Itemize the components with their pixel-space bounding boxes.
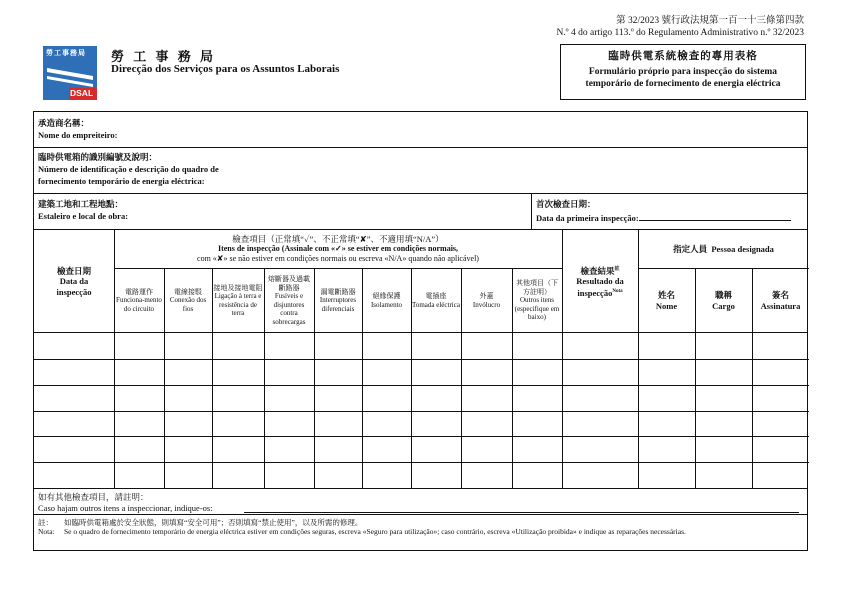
table-cell[interactable] bbox=[314, 463, 362, 489]
header-item-5 bbox=[314, 268, 362, 333]
header-item-zh: 電插座 bbox=[425, 292, 447, 300]
table-cell[interactable] bbox=[411, 412, 461, 438]
header-item-pt: Isolamento bbox=[370, 300, 403, 309]
table-cell[interactable] bbox=[562, 360, 638, 386]
table-cell[interactable] bbox=[114, 463, 164, 489]
table-header bbox=[34, 230, 807, 333]
table-cell[interactable] bbox=[34, 386, 114, 412]
table-cell[interactable] bbox=[512, 412, 562, 438]
table-cell[interactable] bbox=[212, 360, 264, 386]
contractor-label-zh: 承造商名稱： bbox=[38, 118, 90, 128]
header-person-pt: Cargo bbox=[712, 300, 735, 311]
table-cell[interactable] bbox=[461, 463, 512, 489]
header-item-3 bbox=[212, 268, 264, 333]
table-cell[interactable] bbox=[512, 437, 562, 463]
table-cell[interactable] bbox=[164, 333, 212, 359]
first-date-label-pt: Data da primeira inspecção: bbox=[536, 213, 639, 223]
header-item-zh: 接地及接地電阻 bbox=[213, 283, 263, 292]
table-cell[interactable] bbox=[164, 412, 212, 438]
table-cell[interactable] bbox=[411, 333, 461, 359]
table-cell[interactable] bbox=[461, 360, 512, 386]
table-cell[interactable] bbox=[562, 412, 638, 438]
table-cell[interactable] bbox=[314, 437, 362, 463]
table-cell[interactable] bbox=[512, 360, 562, 386]
panel-label-zh: 臨時供電箱的識別編號及說明： bbox=[38, 152, 158, 162]
table-cell[interactable] bbox=[212, 386, 264, 412]
header-item-1 bbox=[114, 268, 164, 333]
note-label-pt: Nota: bbox=[38, 527, 55, 536]
form-title-pt-2: temporário de fornecimento de energia eléctrica bbox=[585, 79, 781, 89]
table-cell[interactable] bbox=[362, 437, 411, 463]
header-result-pt-2: inspecção$^{Nota}$ bbox=[577, 287, 623, 298]
table-cell[interactable] bbox=[164, 437, 212, 463]
site-label-pt: Estaleiro e local de obra: bbox=[38, 211, 129, 221]
note-text-pt: Se o quadro de fornecimento temporário de energia eléctrica estiver em condições seguras, escreva «Seguro para utilização»; caso contrário, escreva «Utilização proibida» e indique as reparações necessárias. bbox=[64, 527, 686, 536]
table-cell[interactable] bbox=[695, 386, 752, 412]
table-cell[interactable] bbox=[752, 463, 809, 489]
header-item-zh: 熔斷器及過載斷路器 bbox=[268, 275, 310, 292]
header-item-2 bbox=[164, 268, 212, 333]
footnote bbox=[38, 518, 798, 536]
header-person-1 bbox=[638, 268, 695, 333]
header-item-zh: 其他項目（下方註明） bbox=[516, 279, 558, 296]
table-cell[interactable] bbox=[461, 412, 512, 438]
table-cell[interactable] bbox=[752, 386, 809, 412]
table-row bbox=[34, 359, 809, 386]
header-item-9 bbox=[512, 268, 562, 333]
first-date-field[interactable] bbox=[536, 211, 791, 224]
header-result-pt-1: Resultado da bbox=[576, 276, 624, 287]
table-cell[interactable] bbox=[362, 463, 411, 489]
other-items-pt: Caso hajam outros itens a inspeccionar, indique-os: bbox=[38, 503, 213, 513]
org-name-pt: Direcção dos Serviços para os Assuntos Laborais bbox=[111, 63, 340, 75]
contractor-label-pt: Nome do empreiteiro: bbox=[38, 130, 118, 140]
table-cell[interactable] bbox=[512, 463, 562, 489]
header-item-pt: Ligação à terra e resistência de terra bbox=[214, 292, 262, 317]
table-cell[interactable] bbox=[461, 437, 512, 463]
header-result bbox=[562, 230, 638, 333]
table-cell[interactable] bbox=[638, 437, 695, 463]
header-item-4 bbox=[264, 268, 314, 333]
first-date-input[interactable] bbox=[639, 211, 791, 221]
header-person-zh: 職稱 bbox=[714, 290, 732, 300]
table-cell[interactable] bbox=[264, 360, 314, 386]
table-cell[interactable] bbox=[264, 412, 314, 438]
header-person-zh: 簽名 bbox=[771, 290, 789, 300]
table-cell[interactable] bbox=[114, 437, 164, 463]
header-items-group bbox=[114, 230, 562, 268]
table-cell[interactable] bbox=[314, 386, 362, 412]
header-items-pt-1: Itens de inspecção (Assinale com «✓» se estiver em condições normais, bbox=[217, 244, 459, 254]
other-items-zh: 如有其他檢查項目，請註明： bbox=[38, 492, 149, 502]
note-text-zh: 如臨時供電箱處於安全狀態，則填寫“安全可用”；否則填寫“禁止使用”，以及所需的修理。 bbox=[64, 518, 363, 527]
panel-label-pt-2: fornecimento temporário de energia eléctrica: bbox=[38, 176, 205, 186]
table-cell[interactable] bbox=[362, 333, 411, 359]
site-row bbox=[34, 194, 807, 230]
table-cell[interactable] bbox=[461, 333, 512, 359]
table-cell[interactable] bbox=[264, 463, 314, 489]
inspection-rows bbox=[34, 333, 807, 488]
logo-text-en: DSAL bbox=[70, 88, 94, 98]
table-cell[interactable] bbox=[314, 333, 362, 359]
table-cell[interactable] bbox=[212, 412, 264, 438]
table-cell[interactable] bbox=[212, 333, 264, 359]
header-item-zh: 電線接駁 bbox=[174, 287, 202, 296]
table-cell[interactable] bbox=[562, 333, 638, 359]
table-cell[interactable] bbox=[461, 386, 512, 412]
table-row bbox=[34, 385, 809, 412]
table-row bbox=[34, 436, 809, 463]
regulation-reference-pt: N.º 4 do artigo 113.º do Regulamento Administrativo n.º 32/2023 bbox=[556, 28, 804, 38]
site-label-zh: 建築工地和工程地點： bbox=[38, 199, 124, 209]
panel-label-pt-1: Número de identificação e descrição do quadro de bbox=[38, 164, 219, 174]
table-row bbox=[34, 462, 809, 489]
table-row bbox=[34, 411, 809, 438]
table-cell[interactable] bbox=[638, 412, 695, 438]
header-person-zh: 姓名 bbox=[657, 290, 675, 300]
header-item-6 bbox=[362, 268, 411, 333]
header-result-zh: 檢查結果$^註$ bbox=[580, 265, 620, 276]
dsal-logo bbox=[43, 46, 97, 100]
table-cell[interactable] bbox=[411, 360, 461, 386]
header-date-pt-2: inspecção bbox=[56, 286, 92, 297]
table-cell[interactable] bbox=[411, 463, 461, 489]
header-designated bbox=[638, 230, 809, 268]
form-title-pt-1: Formulário próprio para inspecção do sistema bbox=[588, 67, 778, 77]
contractor-row[interactable] bbox=[34, 112, 807, 148]
header-date bbox=[34, 230, 114, 333]
table-cell[interactable] bbox=[695, 437, 752, 463]
table-cell[interactable] bbox=[562, 463, 638, 489]
table-cell[interactable] bbox=[362, 386, 411, 412]
table-cell[interactable] bbox=[264, 333, 314, 359]
logo-text-zh: 勞工事務局 bbox=[46, 49, 86, 57]
panel-id-row[interactable] bbox=[34, 148, 807, 194]
table-cell[interactable] bbox=[114, 333, 164, 359]
header-designated-text: 指定人員 Pessoa designada bbox=[673, 243, 774, 254]
table-cell[interactable] bbox=[411, 437, 461, 463]
header-item-zh: 絕緣保護 bbox=[372, 292, 401, 300]
table-cell[interactable] bbox=[34, 463, 114, 489]
table-cell[interactable] bbox=[164, 360, 212, 386]
table-cell[interactable] bbox=[638, 333, 695, 359]
table-cell[interactable] bbox=[512, 333, 562, 359]
regulation-reference bbox=[556, 15, 804, 39]
table-cell[interactable] bbox=[695, 412, 752, 438]
table-cell[interactable] bbox=[314, 360, 362, 386]
header-person-pt: Nome bbox=[655, 300, 678, 311]
header-item-pt: Fusíveis e disjuntores contra sobrecargas bbox=[272, 292, 306, 326]
table-cell[interactable] bbox=[164, 386, 212, 412]
table-cell[interactable] bbox=[164, 463, 212, 489]
table-cell[interactable] bbox=[562, 437, 638, 463]
header-items-pt-2: com «✘» se não estiver em condições normais ou escreva «N/A» quando não aplicável) bbox=[197, 253, 479, 263]
table-cell[interactable] bbox=[34, 437, 114, 463]
other-items-row[interactable] bbox=[34, 488, 807, 515]
table-cell[interactable] bbox=[411, 386, 461, 412]
note-label-zh: 註： bbox=[38, 518, 53, 527]
table-cell[interactable] bbox=[212, 463, 264, 489]
form-title-box bbox=[560, 44, 806, 100]
table-cell[interactable] bbox=[314, 412, 362, 438]
table-row bbox=[34, 333, 809, 359]
table-cell[interactable] bbox=[695, 360, 752, 386]
table-cell[interactable] bbox=[212, 437, 264, 463]
table-cell[interactable] bbox=[362, 412, 411, 438]
table-cell[interactable] bbox=[752, 333, 809, 359]
table-cell[interactable] bbox=[752, 412, 809, 438]
header-item-pt: Funciona-mento do circuito bbox=[116, 296, 162, 313]
table-cell[interactable] bbox=[34, 412, 114, 438]
header-date-pt-1: Data da bbox=[59, 276, 89, 287]
header-items-zh: 檢查項目（正常填“✓”、不正常填“✘”、不適用填“N/A”） bbox=[232, 233, 444, 244]
org-name-zh: 勞 工 事 務 局 bbox=[111, 49, 217, 64]
header-date-zh: 檢查日期 bbox=[56, 265, 91, 276]
table-cell[interactable] bbox=[752, 437, 809, 463]
table-cell[interactable] bbox=[638, 463, 695, 489]
header-item-pt: Conexão dos fios bbox=[169, 296, 207, 313]
header-item-pt: Tomada eléctrica bbox=[412, 300, 460, 309]
table-cell[interactable] bbox=[264, 386, 314, 412]
table-cell[interactable] bbox=[34, 333, 114, 359]
table-cell[interactable] bbox=[562, 386, 638, 412]
table-cell[interactable] bbox=[695, 333, 752, 359]
header-item-zh: 漏電斷路器 bbox=[320, 287, 356, 296]
header-item-pt: Interruptores diferenciais bbox=[319, 296, 357, 313]
table-cell[interactable] bbox=[638, 360, 695, 386]
table-cell[interactable] bbox=[264, 437, 314, 463]
table-cell[interactable] bbox=[695, 463, 752, 489]
header-item-8 bbox=[461, 268, 512, 333]
table-cell[interactable] bbox=[362, 360, 411, 386]
header-item-zh: 電路運作 bbox=[125, 287, 153, 296]
table-cell[interactable] bbox=[114, 412, 164, 438]
table-cell[interactable] bbox=[638, 386, 695, 412]
table-cell[interactable] bbox=[34, 360, 114, 386]
header-item-zh: 外蓋 bbox=[479, 292, 494, 300]
regulation-reference-zh: 第 32/2023 號行政法規第一百一十三條第四款 bbox=[616, 16, 804, 26]
table-cell[interactable] bbox=[114, 386, 164, 412]
header-person-3 bbox=[752, 268, 809, 333]
first-date-label-zh: 首次檢查日期： bbox=[536, 199, 596, 209]
header-person-pt: Assinatura bbox=[760, 300, 801, 311]
inspection-form bbox=[33, 111, 808, 551]
table-cell[interactable] bbox=[512, 386, 562, 412]
form-title-zh: 臨時供電系統檢查的專用表格 bbox=[608, 51, 758, 62]
table-cell[interactable] bbox=[114, 360, 164, 386]
table-cell[interactable] bbox=[752, 360, 809, 386]
header-person-2 bbox=[695, 268, 752, 333]
header-item-7 bbox=[411, 268, 461, 333]
header-item-pt: Invólucro bbox=[472, 300, 501, 309]
header-item-pt: Outros itens (especifique em baixo) bbox=[514, 296, 560, 322]
